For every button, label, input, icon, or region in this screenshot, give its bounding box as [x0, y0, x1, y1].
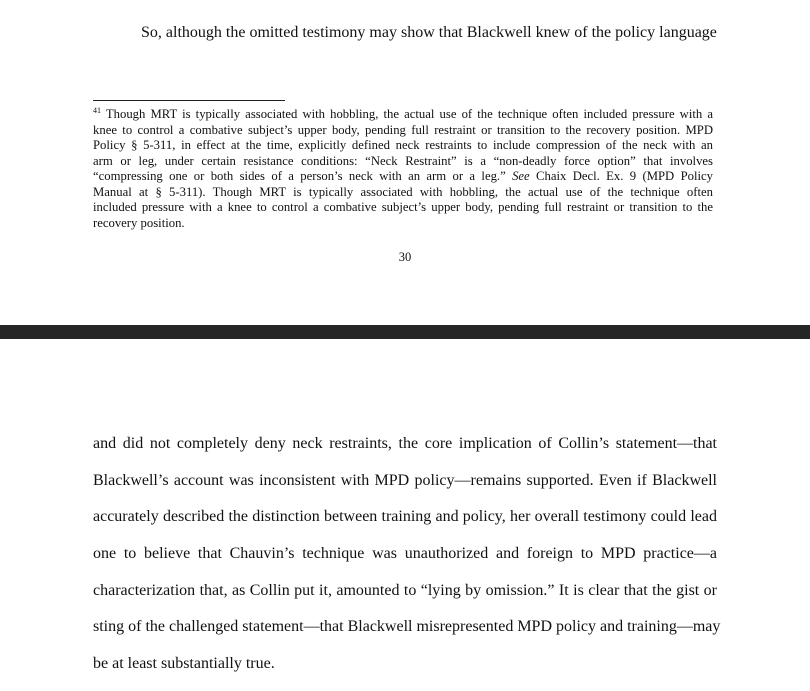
paragraph-line: characterization that, as Collin put it, amounted to “lying by omission.” It is clear that the gist or	[93, 581, 717, 599]
citation-text: Chaix Decl. Ex. 9 (MPD Policy	[529, 169, 713, 183]
footnote-line: recovery position.	[93, 215, 185, 230]
document-page-bottom	[0, 339, 810, 691]
footnote-line: Manual at § 5-311). Though MRT is typically associated with hobbling, the actual use of the technique often	[93, 184, 713, 199]
footnote-41	[93, 107, 713, 231]
footnote-number: 41	[93, 105, 101, 115]
page-number: 30	[398, 250, 412, 264]
paragraph-line: accurately described the distinction between training and policy, her overall testimony could lead	[93, 508, 717, 526]
paragraph-line: and did not completely deny neck restraints, the core implication of Collin’s statement—that	[93, 435, 717, 452]
footnote-line: knee to control a combative subject’s upper body, pending full restraint or transition to the recovery position. MPD	[93, 122, 713, 137]
page-break-separator	[0, 325, 810, 339]
paragraph-line: Blackwell’s account was inconsistent with MPD policy—remains supported. Even if Blackwell	[93, 471, 717, 489]
footnote-line: arm or leg, under certain resistance conditions: “Neck Restraint” is a “non-deadly force option” that involves	[93, 153, 713, 168]
citation-signal: See	[512, 169, 530, 183]
footnote-line: Policy § 5-311, in effect at the time, explicitly defined neck restraints to include compression of the neck with an	[93, 138, 713, 152]
footnote-line	[93, 169, 713, 185]
body-text-line: So, although the omitted testimony may show that Blackwell knew of the policy language	[141, 24, 717, 41]
footnote-line: included pressure with a knee to control a combative subject’s upper body, pending full restraint or transition to the	[93, 200, 713, 214]
footnote-separator-rule	[93, 100, 285, 101]
footnote-line	[93, 107, 713, 123]
document-page-top	[0, 0, 810, 325]
footnote-line-text: “compressing one or both sides of a person’s neck with an arm or a leg.”	[93, 169, 506, 183]
paragraph-line: sting of the challenged statement—that Blackwell misrepresented MPD policy and training—may	[93, 618, 721, 636]
body-paragraph	[93, 433, 721, 690]
paragraph-line: one to believe that Chauvin’s technique was unauthorized and foreign to MPD practice—a	[93, 545, 717, 563]
paragraph-line: be at least substantially true.	[93, 655, 275, 673]
footnote-line-text: Though MRT is typically associated with hobbling, the actual use of the technique often included pressure with a	[101, 107, 713, 121]
